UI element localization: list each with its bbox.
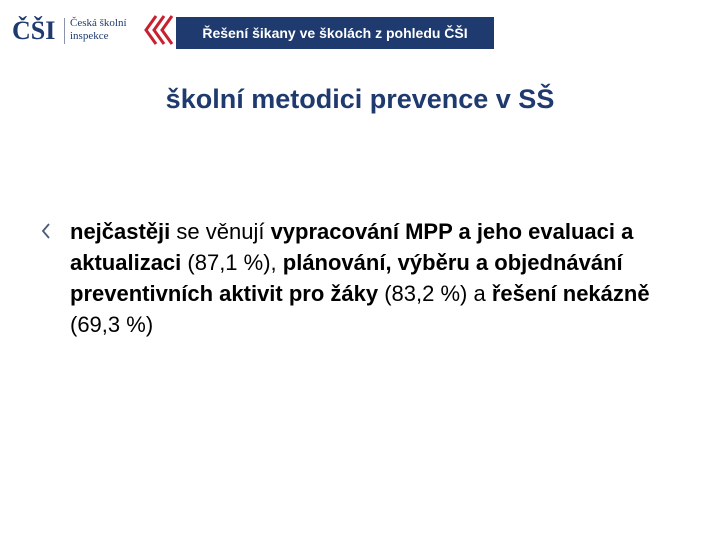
bullet-text: [70, 216, 680, 340]
bullet-seg4: (87,1 %),: [181, 250, 283, 275]
chevrons-icon: [140, 12, 176, 48]
logo-divider: [64, 18, 65, 44]
header: [0, 0, 720, 60]
bullet-seg8: (69,3 %): [70, 312, 154, 337]
slide-title: školní metodici prevence v SŠ: [165, 84, 555, 114]
bullet-seg6: (83,2 %) a: [378, 281, 492, 306]
bullet-seg2: se věnují: [170, 219, 271, 244]
bullet-seg1: nejčastěji: [70, 219, 171, 244]
bullet-seg5: plánování, výběru a objednávání preventivních aktivit pro žáky: [70, 250, 623, 306]
logo-text-line1: Česká školní: [70, 17, 127, 29]
chevron-left-icon: [40, 222, 52, 240]
bullet-seg7: řešení nekázně: [491, 281, 650, 306]
logo-mark: ČŠI: [12, 16, 56, 45]
logo-text: [70, 17, 127, 43]
header-title: Řešení šikany ve školách z pohledu ČŠI: [176, 17, 494, 49]
bullet-item: [40, 216, 680, 340]
logo-text-line2: inspekce: [70, 30, 109, 42]
bullet-seg3: vypracování MPP a jeho evaluaci a aktualizaci: [70, 219, 634, 275]
